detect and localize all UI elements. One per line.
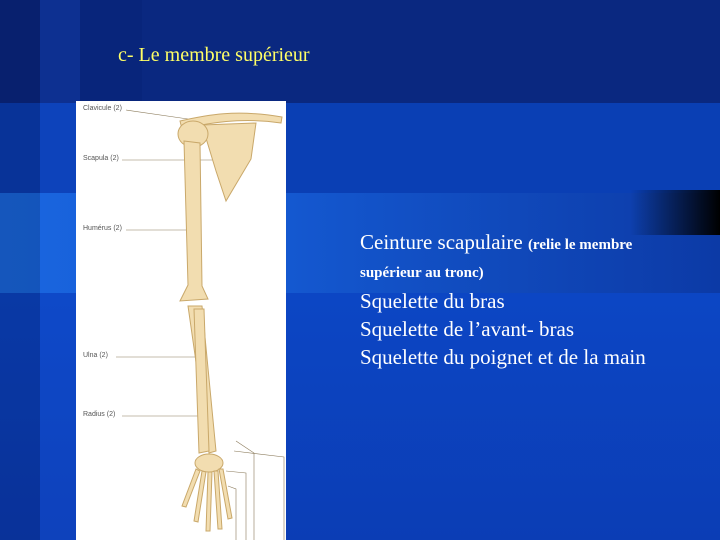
bullet-squelette-avant-bras: Squelette de l’avant- bras [360, 317, 574, 341]
figure-label-radius: Radius (2) [83, 411, 116, 418]
arm-skeleton-figure [76, 101, 286, 540]
figure-label-humerus: Humérus (2) [83, 225, 122, 232]
bullet-squelette-bras: Squelette du bras [360, 289, 505, 313]
bullet-note-continuation: supérieur au tronc) [360, 265, 484, 281]
bullet-squelette-poignet-main: Squelette du poignet et de la main [360, 345, 646, 369]
bg-column [0, 0, 40, 540]
bullet-note: (relie le membre [527, 237, 633, 253]
figure-label-scapula: Scapula (2) [83, 155, 119, 162]
bg-column [40, 0, 80, 540]
slide-title: c- Le membre supérieur [118, 44, 310, 66]
bullet-ceinture-scapulaire [360, 228, 710, 259]
bullet-text: Ceinture scapulaire [360, 230, 528, 254]
figure-label-clavicule: Clavicule (2) [83, 105, 122, 112]
bullet-list [360, 228, 710, 371]
arm-bones-illustration [76, 101, 286, 540]
figure-label-ulna: Ulna (2) [83, 352, 108, 359]
